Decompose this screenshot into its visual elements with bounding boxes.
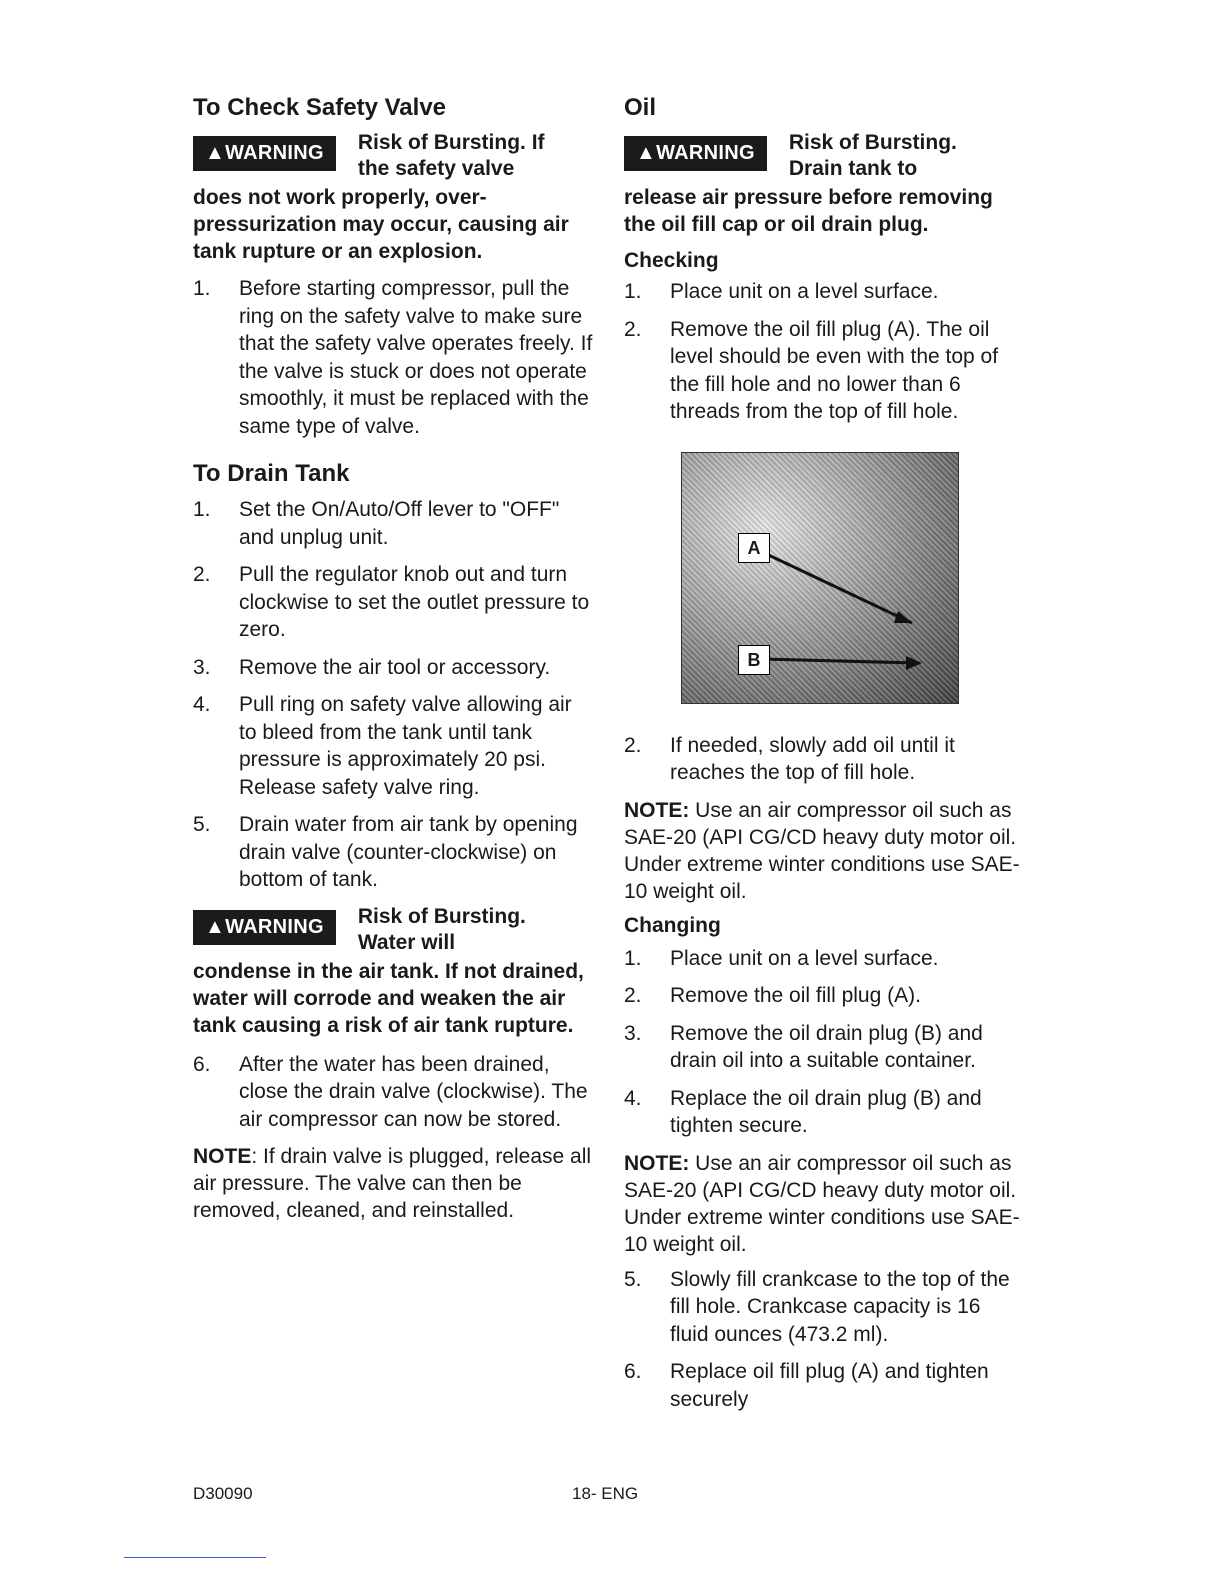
changing-heading: Changing — [624, 913, 721, 937]
list-item — [624, 945, 1024, 973]
warning-headline: Risk of Bursting. If the safety valve — [357, 131, 545, 180]
step-number: 2. — [193, 563, 211, 586]
step-number: 3. — [193, 655, 211, 679]
step-number: 1. — [193, 277, 211, 300]
warning-text: condense in the air tank. If not drained, water will corrode and weaken the air tank causing a risk of air tank rupture. — [193, 959, 584, 1037]
step-number: 1. — [193, 498, 211, 521]
step-number: 1. — [624, 280, 642, 303]
oil-plug-photo — [681, 452, 959, 704]
step-text: Replace oil fill plug (A) and tighten securely — [670, 1360, 989, 1411]
step-text: Pull ring on safety valve allowing air to bleed from the tank until tank pressure is approximately 20 psi. Release safety valve ring. — [239, 693, 572, 799]
step-text: Replace the oil drain plug (B) and tighten secure. — [670, 1086, 982, 1137]
note-label: NOTE: — [624, 1151, 690, 1175]
step-number: 5. — [624, 1267, 642, 1291]
list-item — [193, 691, 593, 801]
step-number: 1. — [624, 946, 642, 970]
list-item — [624, 1266, 1024, 1349]
note-text: Use an air compressor oil such as SAE-20 (API CG/CD heavy duty motor oil. Under extreme winter conditions use SAE-10 weight oil. — [624, 798, 1020, 903]
drain-steps — [193, 496, 593, 894]
list-item — [193, 1051, 593, 1134]
changing-steps — [624, 945, 1024, 1140]
list-item — [193, 811, 593, 894]
photo-arrows — [682, 453, 958, 703]
note-text: : If drain valve is plugged, release all air pressure. The valve can then be removed, cleaned, and reinstalled. — [193, 1145, 592, 1222]
list-item — [624, 1085, 1024, 1140]
safety-steps — [193, 275, 593, 440]
photo-label-a: A — [738, 533, 770, 563]
note-text: Use an air compressor oil such as SAE-20 (API CG/CD heavy duty motor oil. Under extreme winter conditions use SAE-10 weight oil. — [624, 1151, 1020, 1256]
document-code: D30090 — [193, 1484, 253, 1503]
step-number: 2. — [624, 317, 642, 341]
list-item — [624, 982, 1024, 1010]
drain-step-six — [193, 1051, 593, 1134]
oil-heading: Oil — [624, 94, 657, 121]
checking-heading: Checking — [624, 249, 719, 272]
step-text: Remove the oil fill plug (A). — [670, 984, 921, 1007]
step-text: Place unit on a level surface. — [670, 280, 939, 303]
warning-badge: ▲WARNING — [193, 136, 336, 171]
list-item — [193, 496, 593, 551]
drain-note — [193, 1143, 593, 1224]
step-number: 5. — [193, 813, 211, 836]
step-text: Remove the air tool or accessory. — [239, 655, 551, 679]
page-number: 18- ENG — [572, 1484, 639, 1503]
drain-warning — [193, 904, 593, 1039]
list-item — [624, 732, 1024, 787]
checking-steps — [624, 278, 1024, 426]
step-text: Remove the oil drain plug (B) and drain oil into a suitable container. — [670, 1021, 983, 1072]
step-text: Set the On/Auto/Off lever to "OFF" and unplug unit. — [239, 498, 560, 549]
right-column — [624, 92, 1024, 1423]
step-number: 6. — [193, 1052, 211, 1076]
step-number: 2. — [624, 984, 642, 1007]
list-item — [624, 316, 1024, 426]
step-text: Before starting compressor, pull the ring on the safety valve to make sure that the safety valve operates freely. If the valve is stuck or does not operate smoothly, it must be replaced with the same type of valve. — [239, 277, 593, 438]
list-item — [624, 278, 1024, 306]
checking-steps-continued — [624, 732, 1024, 787]
safety-warning — [193, 130, 593, 265]
safety-valve-heading: To Check Safety Valve — [193, 94, 447, 121]
note-label: NOTE: — [624, 798, 690, 822]
step-text: Slowly fill crankcase to the top of the fill hole. Crankcase capacity is 16 fluid ounces (473.2 ml). — [670, 1267, 1010, 1346]
step-number: 4. — [624, 1086, 642, 1110]
oil-note-changing — [624, 1150, 1024, 1258]
step-text: Place unit on a level surface. — [670, 946, 939, 970]
list-item — [193, 654, 593, 682]
step-text: If needed, slowly add oil until it reaches the top of fill hole. — [670, 733, 955, 784]
list-item — [193, 275, 593, 440]
changing-steps-continued — [624, 1266, 1024, 1414]
step-number: 4. — [193, 693, 211, 716]
warning-badge: ▲WARNING — [624, 136, 767, 171]
bottom-rule — [124, 1557, 266, 1558]
step-text: Pull the regulator knob out and turn clockwise to set the outlet pressure to zero. — [239, 563, 590, 641]
warning-text: release air pressure before removing the oil fill cap or oil drain plug. — [624, 186, 993, 236]
list-item — [624, 1020, 1024, 1075]
note-label: NOTE — [193, 1145, 252, 1168]
left-column — [193, 92, 593, 1232]
warning-text: does not work properly, over-pressurization may occur, causing air tank rupture or an explosion. — [193, 186, 569, 263]
step-number: 2. — [624, 733, 642, 757]
photo-label-b: B — [738, 645, 770, 675]
list-item — [624, 1358, 1024, 1413]
oil-warning — [624, 130, 1024, 238]
oil-note-checking — [624, 797, 1024, 905]
step-number: 3. — [624, 1021, 642, 1045]
warning-headline: Risk of Bursting. Water will — [357, 904, 526, 954]
warning-headline: Risk of Bursting. Drain tank to — [788, 131, 957, 180]
step-text: Drain water from air tank by opening drain valve (counter-clockwise) on bottom of tank. — [239, 813, 578, 891]
list-item — [193, 561, 593, 644]
warning-badge: ▲WARNING — [193, 910, 336, 945]
step-number: 6. — [624, 1360, 642, 1383]
step-text: After the water has been drained, close the drain valve (clockwise). The air compressor can now be stored. — [239, 1052, 588, 1131]
step-text: Remove the oil fill plug (A). The oil level should be even with the top of the fill hole and no lower than 6 threads from the top of fill hole. — [670, 317, 999, 423]
drain-tank-heading: To Drain Tank — [193, 460, 350, 487]
